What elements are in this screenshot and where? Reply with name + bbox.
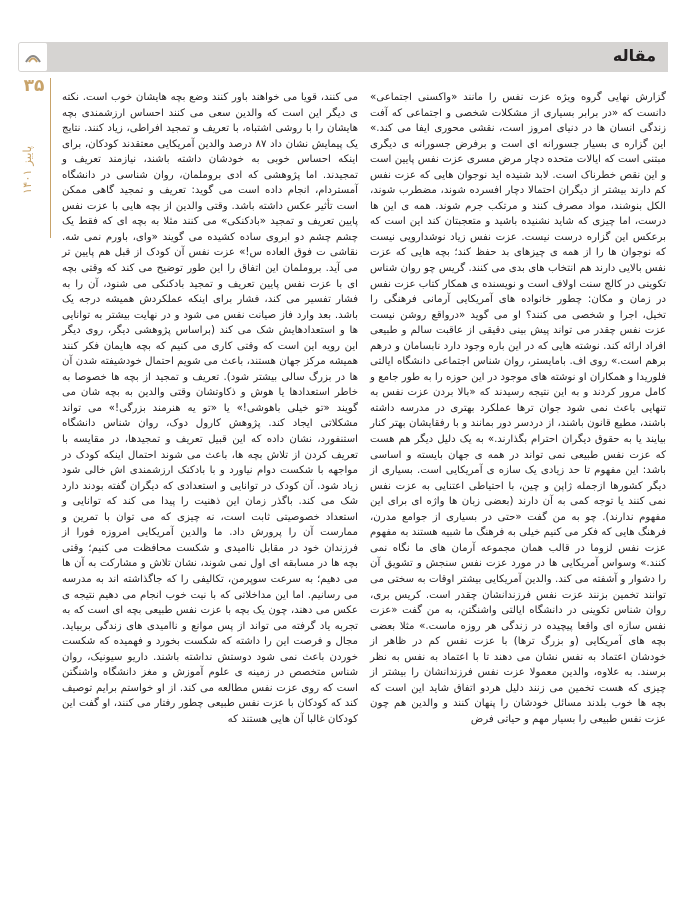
magazine-logo-glyph (23, 47, 43, 67)
section-title: مقاله (612, 46, 656, 65)
article-paragraph-left: می کنند، قویا می خواهند باور کنند وضع بچه هایشان خوب است. نکته ی دیگر این است که والدین سعی می کنند احساس ارزشمندی بچه هایشان را با روشی اشتباه، با تعریف و تمجید افراطی، زیاد کنند. نتایج یک پیمایش نشان داد ۸۷ درصد والدین آمریکایی معتقدند کودکان، برای اینکه احساس خوبی به خودشان داشته باشند، نیازمند تعریف و تمجیدند. اما پژوهشی که ادی بروملمان، روان شناسی در دانشگاه آمستردام، انجام داده است می گوید: تعریف و تمجید گاهی ممکن است تأثیر عکس داشته باشد. وقتی والدین از بچه هایی با عزت نفس پایین تعریف و تمجید «بادکنکی» می کنند مثلا به بچه ای که فقط یک چشم چشم دو ابروی ساده کشیده می گویند «وای، باورم نمی شه. نقاشی ت فوق العاده س!» عزت نفس آن کودک از قبل هم پایین تر می آید. بروملمان این اتفاق را این طور توضیح می کند که وقتی بچه ای با عزت نفس پایین تعریف و تمجید بادکنکی می شنود، آن را به فشار تفسیر می کند، فشار برای اینکه عملکردش همیشه درجه یک باشد. بعد وارد فاز صیانت نفس می شود و در نهایت بیشتر به توانایی ها و استعدادهایش شک می کند (براساس پژوهشی دیگر، روی دیگر این رویه این است که وقتی کاری می کنیم که بچه هایمان فکر کنند همیشه مرکز جهان هستند، باعث می شویم احتمال خودشیفته شدن آن ها در بزرگ سالی بیشتر شود). تعریف و تمجید از بچه ها خصوصا به خاطر استعدادها یا هوش و ذکاوتشان وقتی والدین به بچه شان می گویند «تو خیلی باهوشی!» یا «تو یه هنرمند بزرگی!» می تواند مشکلاتی ایجاد کند. پژوهش کارول دوک، روان شناس دانشگاه استنفورد، نشان داده که این قبیل تعریف و تمجیدها، در مقایسه با تعریف کردن از تلاش بچه ها، باعث می شوند احتمال اینکه کودک در مواجهه با شکست دوام نیاورد و با بادکنک ارزشمندی اش خالی شود زیاد شود. آن کودک در توانایی و استعدادی که دیگران گفته بودند دارد شک می کند. باگذر زمان این ذهنیت را پیدا می کند که توانایی و استعداد خصوصیتی ثابت است، نه چیزی که می توان با تمرین و ممارست آن را پرورش داد. ما والدین آمریکایی امروزه فورا از فرزندان خود در مقابل ناامیدی و شکست محافظت می کنیم؛ وقتی بچه ها در مسابقه ای اول نمی شوند، نشان تلاش و مشارکت به آن ها می دهیم؛ به سرعت سوپرمن، تکالیفی را که جاگذاشته اند به مدرسه می رسانیم. اما این مداخلاتی که با نیت خوب انجام می دهیم نتیجه ی عکس می دهند، چون یک بچه با عزت نفس طبیعی بچه ای است که به تجربه یاد گرفته می تواند از پس موانع و ناامیدی های زندگی بربیاید. مجال و فرصت این را داشته که شکست بخورد و فهمیده که شکست خوردن باعث نمی شود دوستش نداشته باشند. داریو سیونیک، روان شناس متخصص در زمینه ی علوم آموزش و مغز دانشگاه واشنگتن است که روی عزت نفس مطالعه می کند. از او خواستم برایم توصیف کند که کودکان با عزت نفس طبیعی چطور رفتار می کنند، او گفت این کودکان غالبا آن هایی هستند که (62, 92, 358, 725)
page-number: ۳۵ (23, 76, 45, 96)
section-header-bar (28, 42, 668, 72)
article-paragraph-right: گزارش نهایی گروه ویژه عزت نفس را مانند «واکسنی اجتماعی» دانست که «در برابر بسیاری از مشکلات شخصی و اجتماعی که آفت زندگی انسان ها در دنیای امروز است، نقشی محوری ایفا می کند.» این گزاره ی بسیار جسورانه ای است و برفرض جسورانه ی دیگری مبتنی است که ایالات متحده دچار مرض مسری عزت نفس پایین است و این نقص خطرناک است. لابد شنیده اید نوجوان هایی که عزت نفس کم دارند بیشتر از دیگران احتمالا دچار افسرده شوند، مضطرب شوند، الکل بنوشند، مواد مصرف کنند و مرتکب جرم شوند. همه ی این ها درست، اما چیزی که شاید نشنیده باشید و متعجبتان کند این است که برعکس این گزاره درست نیست. عزت نفس زیاد نوشدارویی نیست که نوجوان ها را از همه ی چیزهای بد حفظ کند؛ بچه هایی که عزت نفس بالایی دارند هم انتخاب های بدی می کنند. گریس چو روان شناس تکوینی در کالج سنت اولاف است و نویسنده ی همکار کتاب عزت نفس در زمان و مکان: چطور خانواده های آمریکایی آرمانی فرهنگی را تخیل، اجرا و شخصی می کنند؟ او می گوید «درواقع روشن نیست عزت نفس چقدر می تواند پیش بینی دقیقی از عاقبت سالم و طبیعی افراد ارائه کند. نوشته هایی که در این باره وجود دارد نابسامان و درهم برهم است.» روی اف. بامایستر، روان شناس اجتماعی دانشگاه ایالتی فلوریدا و همکاران او نوشته های موجود در این حوزه را به طور جامع و کامل مرور کردند و به این نتیجه رسیدند که «بالا بردن عزت نفس به تنهایی باعث نمی شود جوان ترها عملکرد بهتری در مدرسه داشته باشند، مطیع قانون باشند، از دردسر دور بمانند و با رفقایشان بهتر کنار بیایند یا به حقوق دیگران احترام بگذارند.» به یک دلیل دیگر هم هست که عزت نفس طبیعی نمی تواند در همه ی جهان بایسته و اساسی باشد: این مفهوم تا حد زیادی یک سازه ی آمریکایی است. بسیاری از دیگر کشورها ازجمله ژاپن و چین، با احتیاطی اعتنایی به عزت نفس نمی کنند یا توجه کمی به آن دارند (بعضی زبان ها واژه ای برای این مفهوم ندارند). چو به من گفت «حتی در بسیاری از جوامع مدرن، فرهنگ هایی که فکر می کنیم خیلی به فرهنگ ما شبیه هستند به مفهوم عزت نفس لزوما در قالب همان مجموعه آرمان های ما نگاه نمی کنند.» وسواس آمریکایی ها در مورد عزت نفس سنجش و تشویق آن را دشوار و آشفته می کند. والدین آمریکایی بیشتر اوقات به سختی می توانند تخمین بزنند عزت نفس فرزندانشان چقدر است. کریس بری، روان شناس تکوینی در دانشگاه ایالتی واشنگتن، به من گفت «عزت نفس سازه ای واقعا پیچیده در زندگی هر روزه ماست.» مثلا بعضی بچه های آمریکایی (و بزرگ ترها) با عزت نفس کم در ظاهر از خودشان اعتماد به نفس نشان می دهند تا با اعتماد به نفس به نظر برسند. به علاوه، والدین معمولا عزت نفس فرزندانشان را بیشتر از چیزی که هست تخمین می زنند دلیل هردو اتفاق شاید این است که بچه ها خوب بلدند مسائل خودشان را پنهان کنند و والدین هم چون عزت نفس طبیعی را بسیار مهم و حیاتی فرض (370, 92, 666, 725)
issue-label: پاییز ۱۴۰۱ (20, 145, 34, 195)
article-column-left (62, 90, 358, 727)
article-column-right (370, 90, 666, 727)
side-divider (50, 78, 51, 238)
magazine-logo-icon (18, 42, 48, 72)
